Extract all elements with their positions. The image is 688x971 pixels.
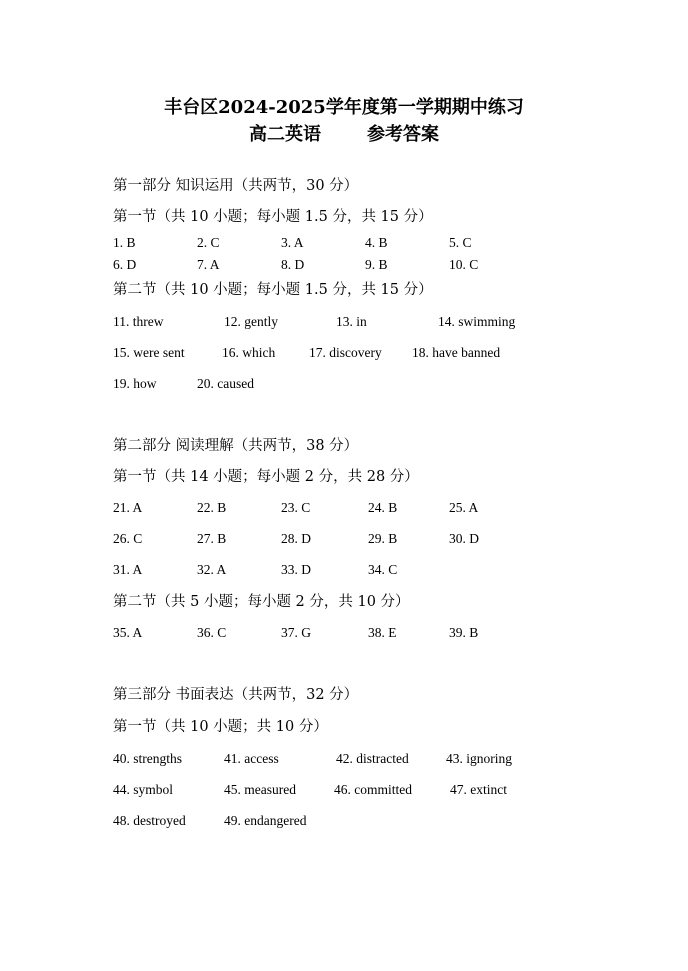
document-subtitle: [0, 124, 688, 146]
answer-item: 18. have banned: [412, 345, 501, 360]
answer-item: 16. which: [222, 345, 276, 360]
answer-item: 34. C: [368, 562, 398, 577]
answer-item: 47. extinct: [450, 782, 507, 797]
answer-item: 20. caused: [197, 376, 254, 391]
part3-section1-heading: 第一节（共 10 小题；共 10 分）: [113, 719, 328, 735]
part1-heading: 第一部分 知识运用（共两节，30 分）: [113, 178, 359, 194]
answer-item: 9. B: [365, 257, 388, 272]
part1-section1-heading: 第一节（共 10 小题；每小题 1.5 分，共 15 分）: [113, 209, 433, 225]
answer-item: 28. D: [281, 531, 311, 546]
answer-item: 11. threw: [113, 314, 164, 329]
answer-item: 45. measured: [224, 782, 296, 797]
part2-section2-heading: 第二节（共 5 小题；每小题 2 分，共 10 分）: [113, 594, 410, 610]
answer-key-label: 参考答案: [367, 124, 439, 145]
answer-item: 14. swimming: [438, 314, 516, 329]
document-title: 丰台区2024-2025学年度第一学期期中练习: [164, 97, 524, 118]
answer-item: 15. were sent: [113, 345, 185, 360]
part1-section2-heading: 第二节（共 10 小题；每小题 1.5 分，共 15 分）: [113, 282, 433, 298]
answer-item: 43. ignoring: [446, 751, 512, 766]
answer-item: 49. endangered: [224, 813, 307, 828]
answer-item: 29. B: [368, 531, 398, 546]
answer-item: 17. discovery: [309, 345, 382, 360]
part2-section1-heading: 第一节（共 14 小题；每小题 2 分，共 28 分）: [113, 469, 419, 485]
answer-item: 4. B: [365, 235, 388, 250]
answer-item: 31. A: [113, 562, 143, 577]
answer-item: 12. gently: [224, 314, 278, 329]
answer-item: 41. access: [224, 751, 279, 766]
answer-item: 46. committed: [334, 782, 412, 797]
answer-item: 40. strengths: [113, 751, 182, 766]
answer-item: 37. G: [281, 625, 311, 640]
answer-item: 22. B: [197, 500, 227, 515]
answer-item: 30. D: [449, 531, 479, 546]
answer-item: 44. symbol: [113, 782, 174, 797]
subject-label: 高二英语: [249, 124, 321, 145]
answer-item: 3. A: [281, 235, 304, 250]
answer-item: 21. A: [113, 500, 143, 515]
answer-item: 33. D: [281, 562, 311, 577]
answer-item: 48. destroyed: [113, 813, 186, 828]
answer-item: 2. C: [197, 235, 220, 250]
answer-item: 10. C: [449, 257, 479, 272]
answer-item: 38. E: [368, 625, 397, 640]
answer-item: 42. distracted: [336, 751, 409, 766]
answer-item: 6. D: [113, 257, 137, 272]
answer-item: 35. A: [113, 625, 143, 640]
answer-item: 26. C: [113, 531, 143, 546]
answer-item: 23. C: [281, 500, 311, 515]
answer-item: 1. B: [113, 235, 136, 250]
answer-item: 24. B: [368, 500, 398, 515]
answer-item: 25. A: [449, 500, 479, 515]
part2-heading: 第二部分 阅读理解（共两节，38 分）: [113, 438, 359, 454]
answer-item: 19. how: [113, 376, 157, 391]
answer-item: 7. A: [197, 257, 220, 272]
answer-item: 8. D: [281, 257, 305, 272]
answer-item: 39. B: [449, 625, 479, 640]
part3-heading: 第三部分 书面表达（共两节，32 分）: [113, 687, 359, 703]
answer-item: 36. C: [197, 625, 227, 640]
answer-item: 5. C: [449, 235, 472, 250]
answer-item: 32. A: [197, 562, 227, 577]
answer-item: 27. B: [197, 531, 227, 546]
answer-item: 13. in: [336, 314, 367, 329]
